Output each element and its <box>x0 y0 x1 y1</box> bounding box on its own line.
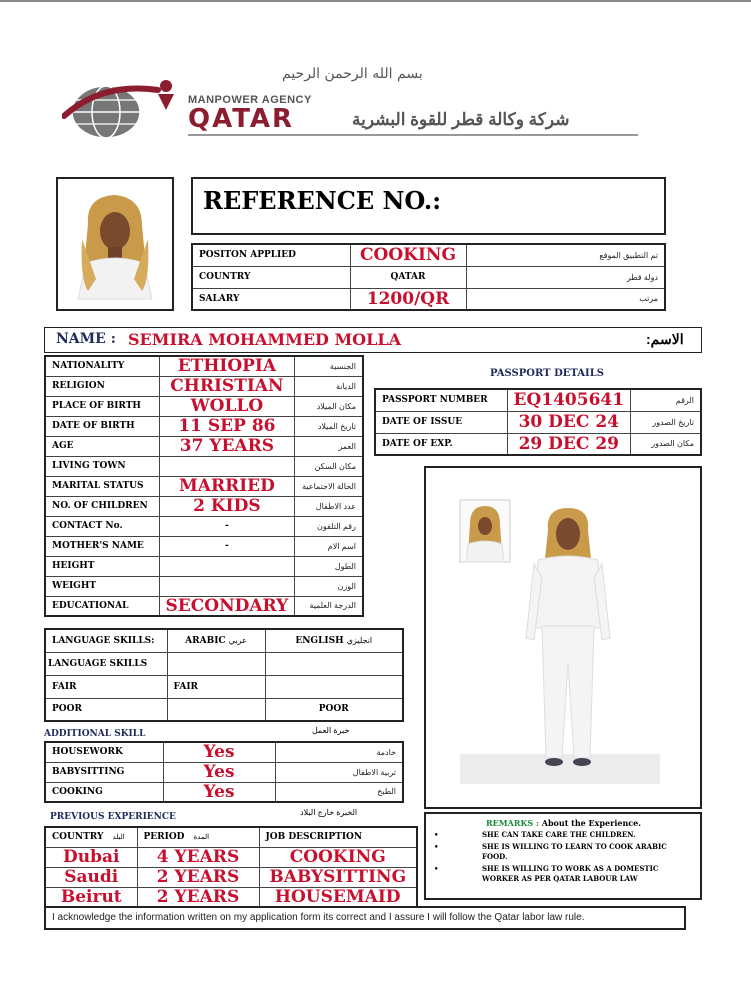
issue-date-label: DATE OF ISSUE <box>375 411 507 433</box>
salary-value: 1200/QR <box>350 288 466 310</box>
arabic-header <box>167 629 265 652</box>
info-value: CHRISTIAN <box>159 376 295 396</box>
info-label-ar: رقم التلفون <box>295 516 363 536</box>
skill-value: Yes <box>163 782 275 802</box>
info-label: AGE <box>45 436 159 456</box>
exp-period: 2 YEARS <box>137 887 259 907</box>
empty-cell <box>265 652 403 675</box>
empty-cell <box>167 698 265 721</box>
table-row <box>45 698 403 721</box>
passport-table <box>374 388 702 456</box>
col-country <box>45 827 137 847</box>
remark-item <box>434 830 694 840</box>
portrait-photo-frame <box>56 177 174 311</box>
skill-label-ar: الطبخ <box>275 782 403 802</box>
issue-date-label-ar: تاريخ الصدور <box>631 411 701 433</box>
arabic-company-name: شركة وكالة قطر للقوة البشرية <box>352 110 570 129</box>
language-table <box>44 628 404 722</box>
table-row <box>45 456 363 476</box>
table-row <box>45 652 403 675</box>
col-country-label: COUNTRY <box>52 832 104 843</box>
full-body-photo <box>426 468 700 807</box>
info-label-ar: عدد الاطفال <box>295 496 363 516</box>
expiry-date-label-ar: مكان الصدور <box>631 433 701 455</box>
info-label-ar: الجنسية <box>295 356 363 376</box>
table-row <box>45 596 363 616</box>
table-row <box>192 244 665 266</box>
skill-value: Yes <box>163 762 275 782</box>
bullet-icon: • <box>434 864 439 873</box>
empty-cell <box>265 675 403 698</box>
name-label-ar: الاسم: <box>646 331 684 347</box>
table-row <box>45 496 363 516</box>
top-border <box>0 0 751 2</box>
remark-item <box>434 842 694 862</box>
table-row <box>45 887 417 907</box>
exp-period: 4 YEARS <box>137 847 259 867</box>
skill-label: BABYSITTING <box>45 762 163 782</box>
remark-text: SHE CAN TAKE CARE THE CHILDREN. <box>482 830 636 839</box>
issue-date-value: 30 DEC 24 <box>507 411 631 433</box>
expiry-date-value: 29 DEC 29 <box>507 433 631 455</box>
brand-name: QATAR <box>188 104 295 134</box>
name-value: SEMIRA MOHAMMED MOLLA <box>128 330 402 349</box>
info-label: WEIGHT <box>45 576 159 596</box>
arabic-label: ARABIC <box>185 635 226 646</box>
info-label-ar: مكان السكن <box>295 456 363 476</box>
skill-value: Yes <box>163 742 275 762</box>
acknowledgement-text: I acknowledge the information written on my application form its correct and I assure I will follow the Qatar labor law rule. <box>52 912 585 923</box>
table-row <box>45 742 403 762</box>
info-label: HEIGHT <box>45 556 159 576</box>
expiry-date-label: DATE OF EXP. <box>375 433 507 455</box>
globe-logo-icon <box>62 76 180 142</box>
exp-period: 2 YEARS <box>137 867 259 887</box>
bullet-icon: • <box>434 830 439 839</box>
info-value: MARRIED <box>159 476 295 496</box>
passport-number-value: EQ1405641 <box>507 389 631 411</box>
table-row <box>45 867 417 887</box>
exp-job: HOUSEMAID <box>259 887 417 907</box>
info-value: ETHIOPIA <box>159 356 295 376</box>
exp-country: Saudi <box>45 867 137 887</box>
table-row <box>45 827 417 847</box>
reference-label: REFERENCE NO.: <box>203 186 442 215</box>
agency-label: MANPOWER AGENCY <box>188 94 312 106</box>
country-label-ar: دولة قطر <box>466 266 665 288</box>
remarks-title <box>486 818 641 828</box>
col-period-label-ar: المدة <box>193 833 210 842</box>
info-value: - <box>159 536 295 556</box>
info-label: LIVING TOWN <box>45 456 159 476</box>
table-row <box>45 516 363 536</box>
info-label: RELIGION <box>45 376 159 396</box>
remarks-label: REMARKS : <box>486 818 539 828</box>
additional-skill-label-ar: خبرة العمل <box>312 726 350 735</box>
exp-job: BABYSITTING <box>259 867 417 887</box>
exp-country: Beirut <box>45 887 137 907</box>
table-row <box>45 762 403 782</box>
info-label: NO. OF CHILDREN <box>45 496 159 516</box>
info-value <box>159 556 295 576</box>
position-value: COOKING <box>350 244 466 266</box>
remark-item <box>434 864 694 884</box>
skill-label-ar: خادمة <box>275 742 403 762</box>
info-value: SECONDARY <box>159 596 295 616</box>
remarks-subtitle: About the Experience. <box>541 818 642 828</box>
language-row-label: LANGUAGE SKILLS <box>45 652 167 675</box>
position-label-ar: تم التطبيق الموقع <box>466 244 665 266</box>
col-period <box>137 827 259 847</box>
table-row <box>45 556 363 576</box>
table-row <box>45 536 363 556</box>
empty-cell <box>167 652 265 675</box>
info-value <box>159 576 295 596</box>
info-label: PLACE OF BIRTH <box>45 396 159 416</box>
exp-job: COOKING <box>259 847 417 867</box>
name-label: NAME : <box>56 331 116 347</box>
table-row <box>375 411 701 433</box>
passport-title: PASSPORT DETAILS <box>490 368 604 379</box>
skill-table <box>44 741 404 803</box>
previous-experience-label: PREVIOUS EXPERIENCE <box>50 812 176 822</box>
skill-label: COOKING <box>45 782 163 802</box>
info-label: DATE OF BIRTH <box>45 416 159 436</box>
salary-label-ar: مرتب <box>466 288 665 310</box>
table-row <box>375 389 701 411</box>
info-label-ar: الديانة <box>295 376 363 396</box>
table-row <box>45 576 363 596</box>
info-label: EDUCATIONAL <box>45 596 159 616</box>
previous-experience-label-ar: الخبرة خارج البلاد <box>300 808 358 817</box>
info-value: 11 SEP 86 <box>159 416 295 436</box>
passport-number-label: PASSPORT NUMBER <box>375 389 507 411</box>
position-label: POSITON APPLIED <box>192 244 350 266</box>
info-label-ar: الطول <box>295 556 363 576</box>
col-job: JOB DESCRIPTION <box>259 827 417 847</box>
info-value: 2 KIDS <box>159 496 295 516</box>
portrait-photo <box>58 179 172 309</box>
salary-label: SALARY <box>192 288 350 310</box>
table-row <box>45 782 403 802</box>
bullet-icon: • <box>434 842 439 851</box>
info-label-ar: اسم الام <box>295 536 363 556</box>
remark-text: SHE IS WILLING TO WORK AS A DOMESTIC WORKER AS PER QATAR LABOUR LAW <box>482 864 659 883</box>
full-body-photo-frame <box>424 466 702 809</box>
info-label-ar: مكان الميلاد <box>295 396 363 416</box>
info-value: WOLLO <box>159 396 295 416</box>
language-header-label: LANGUAGE SKILLS: <box>45 629 167 652</box>
table-row <box>45 396 363 416</box>
table-row <box>192 288 665 310</box>
country-value: QATAR <box>350 266 466 288</box>
header-divider <box>188 134 638 136</box>
english-header <box>265 629 403 652</box>
table-row <box>45 629 403 652</box>
info-label: NATIONALITY <box>45 356 159 376</box>
table-row <box>375 433 701 455</box>
info-label: MARITAL STATUS <box>45 476 159 496</box>
table-row <box>192 266 665 288</box>
table-row <box>45 356 363 376</box>
additional-skill-label: ADDITIONAL SKILL <box>44 729 146 739</box>
info-label-ar: تاريخ الميلاد <box>295 416 363 436</box>
exp-country: Dubai <box>45 847 137 867</box>
table-row <box>45 847 417 867</box>
table-row <box>45 416 363 436</box>
skill-label-ar: تربية الاطفال <box>275 762 403 782</box>
english-label-ar: انجليزي <box>346 635 373 645</box>
position-table <box>191 243 666 311</box>
info-value <box>159 456 295 476</box>
poor-label: POOR <box>45 698 167 721</box>
info-value: - <box>159 516 295 536</box>
arabic-fair-value: FAIR <box>167 675 265 698</box>
table-row <box>45 675 403 698</box>
info-label-ar: الدرجة العلمية <box>295 596 363 616</box>
info-value: 37 YEARS <box>159 436 295 456</box>
bismillah-text: بسم الله الرحمن الرحيم <box>282 66 423 82</box>
info-label-ar: الحالة الاجتماعية <box>295 476 363 496</box>
english-poor-value: POOR <box>265 698 403 721</box>
fair-label: FAIR <box>45 675 167 698</box>
arabic-label-ar: عربي <box>228 635 247 645</box>
table-row <box>45 436 363 456</box>
col-period-label: PERIOD <box>143 832 185 843</box>
passport-number-label-ar: الرقم <box>631 389 701 411</box>
info-label: MOTHER'S NAME <box>45 536 159 556</box>
personal-info-table <box>44 355 364 617</box>
info-label-ar: العمر <box>295 436 363 456</box>
skill-label: HOUSEWORK <box>45 742 163 762</box>
country-label: COUNTRY <box>192 266 350 288</box>
remark-text: SHE IS WILLING TO LEARN TO COOK ARABIC FOOD. <box>482 842 667 861</box>
table-row <box>45 376 363 396</box>
col-country-label-ar: البلد <box>112 833 125 842</box>
info-label: CONTACT No. <box>45 516 159 536</box>
info-label-ar: الوزن <box>295 576 363 596</box>
experience-table <box>44 826 418 908</box>
table-row <box>45 476 363 496</box>
english-label: ENGLISH <box>295 635 344 646</box>
